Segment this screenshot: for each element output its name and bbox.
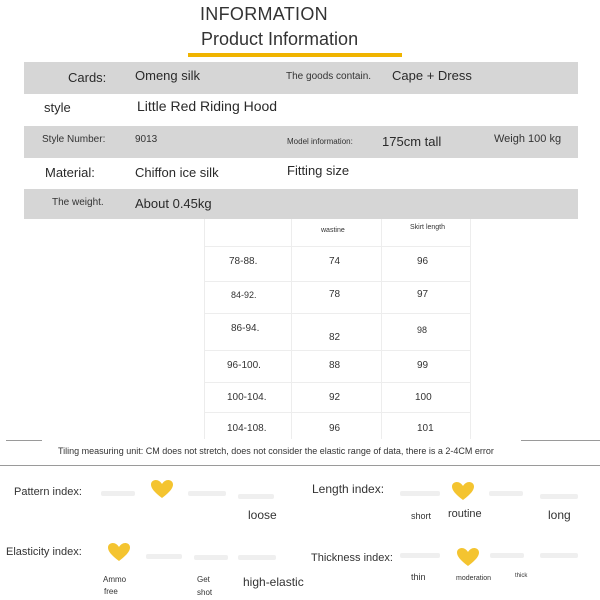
table-cell: 78 [329, 289, 341, 300]
separator-line [0, 465, 600, 466]
table-cell: 101 [417, 423, 434, 434]
scale-dash [238, 494, 274, 499]
scale-dash [540, 553, 578, 558]
table-cell: 98 [417, 325, 428, 335]
material-label: Material: [45, 165, 95, 180]
table-divider [205, 412, 471, 413]
scale-dash [540, 494, 578, 499]
length-option-short: short [411, 511, 432, 521]
table-divider [381, 219, 382, 439]
elasticity-option-get: Get [197, 575, 210, 584]
heart-icon [107, 542, 131, 562]
style-label: style [44, 100, 71, 115]
cards-value: Omeng silk [135, 68, 201, 83]
thickness-option-moderation: moderation [456, 575, 492, 582]
thickness-index-label: Thickness index: [311, 552, 393, 564]
weight-label: The weight. [52, 197, 104, 208]
table-cell: 86-94. [231, 323, 260, 334]
info-band-weight [24, 189, 578, 219]
table-cell: 97 [417, 289, 429, 300]
model-label: Model information: [287, 137, 353, 146]
thickness-option-thin: thin [411, 572, 426, 582]
model-value: 175cm tall [382, 134, 442, 149]
length-option-routine: routine [448, 508, 482, 520]
size-table [204, 219, 471, 439]
style-value: Little Red Riding Hood [137, 98, 278, 114]
scale-dash [146, 554, 182, 559]
goods-value: Cape + Dress [392, 68, 472, 83]
table-header-skirt: Skirt length [410, 224, 446, 231]
scale-dash [400, 553, 440, 558]
table-divider [205, 313, 471, 314]
elasticity-index-label: Elasticity index: [6, 546, 82, 558]
goods-label: The goods contain. [286, 71, 372, 82]
pattern-option-loose: loose [248, 508, 277, 522]
table-divider [291, 219, 292, 439]
table-cell: 100-104. [227, 392, 267, 403]
measurement-note: Tiling measuring unit: CM does not stretch, does not consider the elastic range of data, there is a 2-4CM error [58, 446, 494, 456]
scale-dash [194, 555, 228, 560]
heading-underline [188, 53, 402, 57]
table-cell: 78-88. [229, 256, 258, 267]
table-cell: 74 [329, 256, 341, 267]
table-cell: 92 [329, 392, 341, 403]
table-cell: 96 [329, 423, 341, 434]
table-divider [205, 350, 471, 351]
material-value: Chiffon ice silk [135, 165, 219, 180]
cards-label: Cards: [68, 70, 107, 85]
weight-value: About 0.45kg [135, 196, 212, 211]
table-divider [470, 219, 471, 439]
separator-line [521, 440, 600, 441]
scale-dash [400, 491, 440, 496]
length-index-label: Length index: [312, 482, 385, 496]
scale-dash [101, 491, 135, 496]
elasticity-option-free: free [104, 587, 118, 596]
table-cell: 100 [415, 392, 432, 403]
weigh-value: Weigh 100 kg [494, 133, 562, 145]
separator-line [6, 440, 42, 441]
scale-dash [188, 491, 226, 496]
scale-dash [238, 555, 276, 560]
heart-icon [456, 547, 480, 567]
fitting-size: Fitting size [287, 163, 350, 178]
table-cell: 84-92. [231, 290, 257, 300]
heart-icon [451, 481, 475, 501]
table-divider [205, 281, 471, 282]
heart-icon [150, 479, 174, 499]
table-cell: 104-108. [227, 423, 267, 434]
table-cell: 82 [329, 332, 341, 343]
elasticity-option-shot: shot [197, 588, 213, 597]
table-cell: 96-100. [227, 360, 261, 371]
table-divider [205, 246, 471, 247]
table-divider [205, 382, 471, 383]
elasticity-option-ammo: Ammo [103, 575, 127, 584]
table-cell: 99 [417, 360, 429, 371]
scale-dash [490, 553, 524, 558]
thickness-option-thick: thick [515, 573, 528, 579]
table-header-waist: wastine [321, 227, 345, 234]
product-info-heading: Product Information [201, 29, 359, 49]
scale-dash [489, 491, 523, 496]
info-heading: INFORMATION [200, 4, 328, 24]
pattern-index-label: Pattern index: [14, 486, 82, 498]
table-cell: 96 [417, 256, 429, 267]
style-number-label: Style Number: [42, 134, 106, 145]
length-option-long: long [548, 508, 571, 522]
elasticity-option-high: high-elastic [243, 575, 304, 589]
style-number-value: 9013 [135, 134, 158, 145]
table-cell: 88 [329, 360, 341, 371]
